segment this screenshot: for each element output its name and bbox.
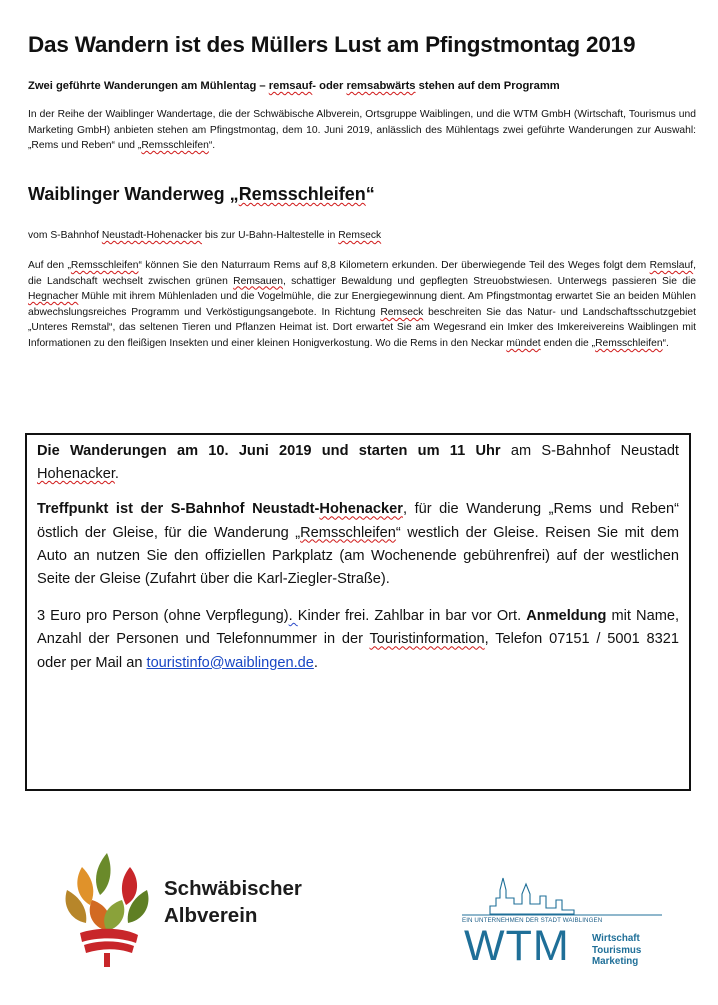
wtm-tagline: EIN UNTERNEHMEN DER STADT WAIBLINGEN bbox=[462, 917, 603, 924]
spellcheck-word: Remsschleifen bbox=[70, 260, 139, 271]
albverein-name: Schwäbischer Albverein bbox=[164, 877, 302, 927]
intro-paragraph: In der Reihe der Waiblinger Wandertage, die der Schwäbische Albverein, Ortsgruppe Waiblingen, und die WTM GmbH (Wirtschaft, Tourismus und Marketing GmbH) anbieten stehen am Pfingstmontag, dem 10. Juni 2019, anlässlich des Mühlentags zwei geführte Wanderungen zur Auswahl: „Rems und Reben“ und „Remsschleifen“. bbox=[28, 109, 696, 152]
albverein-logo bbox=[52, 845, 352, 970]
page-title: Das Wandern ist des Müllers Lust am Pfingstmontag 2019 bbox=[28, 32, 636, 57]
route-line: vom S-Bahnhof Neustadt-Hohenacker bis zur U-Bahn-Haltestelle in Remseck bbox=[28, 230, 382, 241]
info-meeting-paragraph: Treffpunkt ist der S-Bahnhof Neustadt-Hohenacker, für die Wanderung „Rems und Reben“ östlich der Gleise, für die Wanderung „Remsschleifen“ westlich der Gleise. Reisen Sie mit dem Auto an nutzen Sie den offiziellen Parkplatz (am Wochenende gebührenfrei) auf der westlichen Seite der Gleise (Zufahrt über die Karl-Ziegler-Straße). bbox=[37, 501, 679, 588]
section-heading: Waiblinger Wanderweg „Remsschleifen“ bbox=[28, 184, 375, 204]
spellcheck-word: Remslauf bbox=[649, 260, 694, 271]
wtm-subtitle: Wirtschaft Tourismus Marketing bbox=[592, 933, 642, 967]
spellcheck-word: Remsschleifen bbox=[141, 140, 209, 152]
spellcheck-word: Remsschleifen bbox=[238, 184, 366, 204]
spellcheck-word: Neustadt-Hohenacker bbox=[101, 230, 203, 241]
spellcheck-word: mündet bbox=[506, 337, 541, 349]
info-box bbox=[25, 433, 691, 791]
spellcheck-word: remsauf bbox=[268, 80, 313, 92]
description-paragraph: Auf den „Remsschleifen“ können Sie den Naturraum Rems auf 8,8 Kilometern erkunden. Der überwiegende Teil des Weges folgt dem Remslauf, die Landschaft wechselt zwischen grünen Remsauen, schattiger Bewaldung und gepflegten Streuobstwiesen. Unterwegs passieren Sie die Hegnacher Mühle mit ihrem Mühlenladen und die Vogelmühle, die zur Energiegewinnung dient. Am Pfingstmontag erwartet Sie an beiden Mühlen abwechslungsreiches Programm und Verköstigungsangebote. In Richtung Remseck beschreiten Sie das Natur- und Landschaftsschutzgebiet „Unteres Remstal“, das seltenen Tieren und Pflanzen Heimat ist. Dort erwartet Sie am Wegesrand ein Imker des Imkereivereins Waiblingen mit Informationen zu den fleißigen Insekten und einer kleinen Honigverkostung. Wo die Rems in den Neckar mündet enden die „Remsschleifen“. bbox=[28, 260, 697, 349]
wtm-abbreviation: WTM bbox=[464, 922, 570, 970]
wtm-logo bbox=[462, 870, 662, 980]
spellcheck-word: Remseck bbox=[380, 306, 424, 318]
spellcheck-word: Remsschleifen bbox=[595, 337, 663, 349]
spellcheck-word: Remsauen bbox=[233, 275, 283, 287]
subtitle: Zwei geführte Wanderungen am Mühlentag – remsauf- oder remsabwärts stehen auf dem Programm bbox=[28, 80, 560, 92]
spellcheck-word: Remsschleifen bbox=[300, 524, 396, 541]
grammar-mark: . bbox=[288, 608, 298, 625]
spellcheck-word: Touristinformation bbox=[369, 631, 485, 648]
spellcheck-word: remsabwärts bbox=[346, 80, 416, 92]
spellcheck-word: Hohenacker bbox=[319, 501, 403, 518]
info-date-paragraph: Die Wanderungen am 10. Juni 2019 und starten um 11 Uhr am S-Bahnhof Neustadt Hohenacker. bbox=[37, 443, 679, 483]
info-registration-paragraph: 3 Euro pro Person (ohne Verpflegung). Kinder frei. Zahlbar in bar vor Ort. Anmeldung mit Name, Anzahl der Personen und Telefonnummer in der Touristinformation, Telefon 07151 / 5001 8321 oder per Mail an touristinfo@waiblingen.de. bbox=[37, 608, 680, 671]
leaf-emblem-icon bbox=[52, 845, 162, 970]
city-skyline-icon bbox=[462, 870, 662, 916]
email-link[interactable]: touristinfo@waiblingen.de bbox=[146, 654, 314, 671]
spellcheck-word: Remseck bbox=[338, 230, 382, 241]
spellcheck-word: Hegnacher bbox=[28, 291, 79, 303]
spellcheck-word: Hohenacker bbox=[37, 466, 115, 483]
